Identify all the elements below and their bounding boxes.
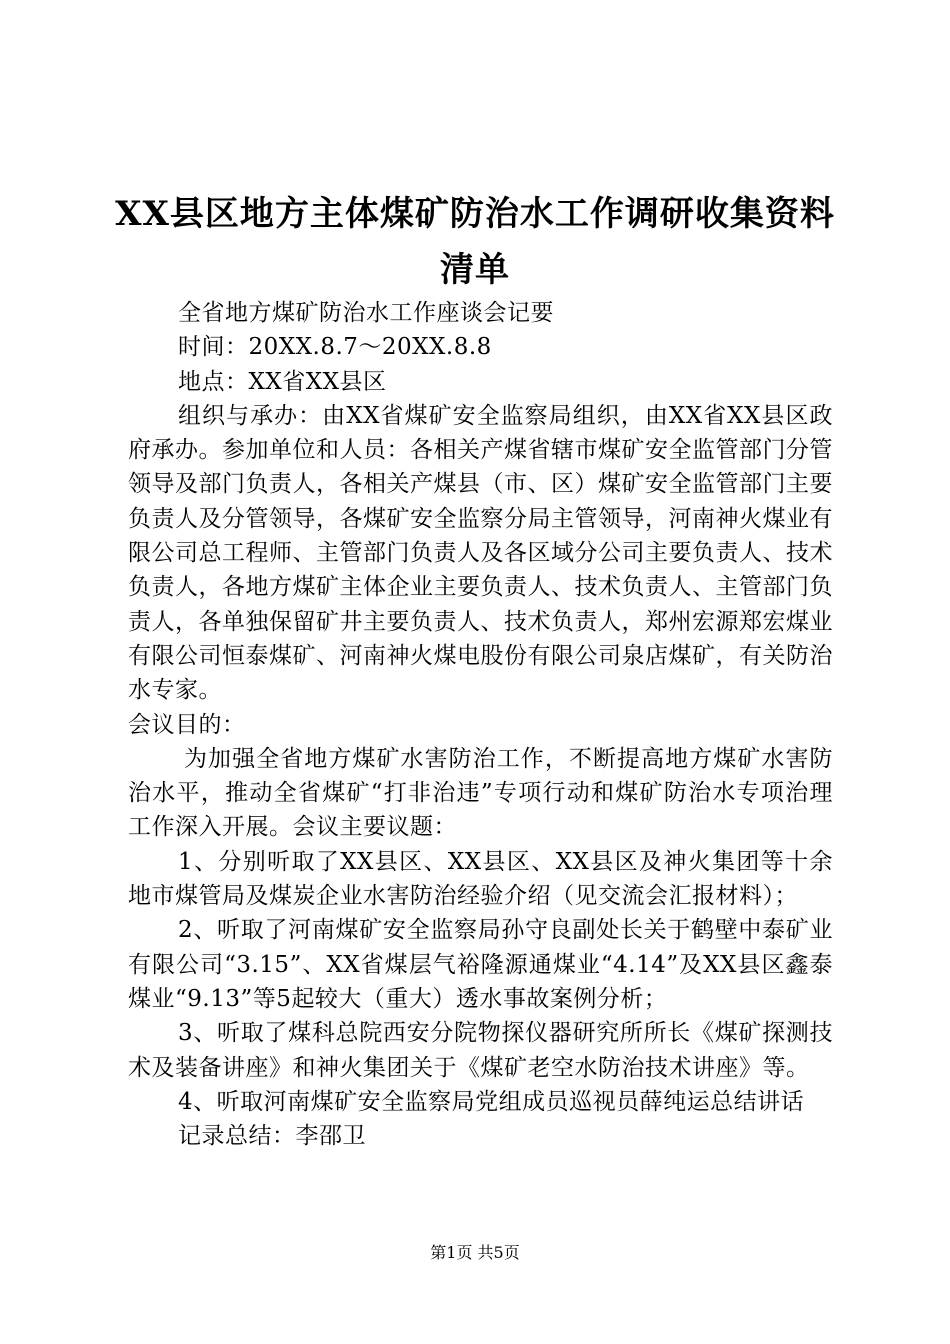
- paragraph-recorder: 记录总结：李邵卫: [178, 1123, 366, 1150]
- paragraph-item-1: 1、分别听取了XX县区、XX县区、XX县区及神火集团等十余地市煤管局及煤炭企业水害防治经验介绍（见交流会汇报材料）；: [128, 848, 833, 910]
- paragraph-purpose: 为加强全省地方煤矿水害防治工作，不断提高地方煤矿水害防治水平，推动全省煤矿“打非治违”专项行动和煤矿防治水专项治理工作深入开展。会议主要议题：: [128, 745, 833, 841]
- page-footer: 第1页 共5页: [430, 1243, 520, 1262]
- paragraph-item-3: 3、听取了煤科总院西安分院物探仪器研究所所长《煤矿探测技术及装备讲座》和神火集团关于《煤矿老空水防治技术讲座》等。: [128, 1020, 833, 1081]
- paragraph-organizers: 组织与承办：由XX省煤矿安全监察局组织，由XX省XX县区政府承办。参加单位和人员：各相关产煤省辖市煤矿安全监管部门分管领导及部门负责人，各相关产煤县（市、区）煤矿安全监管部门主要负责人及分管领导，各煤矿安全监察分局主管领导，河南神火煤业有限公司总工程师、主管部门负责人及各区域分公司主要负责人、技术负责人，各地方煤矿主体企业主要负责人、技术负责人、主管部门负责人，各单独保留矿井主要负责人、技术负责人，郑州宏源郑宏煤业有限公司恒泰煤矿、河南神火煤电股份有限公司泉店煤矿，有关防治水专家。: [128, 402, 833, 704]
- paragraph-meeting-name: 全省地方煤矿防治水工作座谈会记要: [178, 300, 554, 326]
- paragraph-item-4: 4、听取河南煤矿安全监察局党组成员巡视员薛纯运总结讲话: [178, 1088, 805, 1115]
- paragraph-time: 时间：20XX.8.7～20XX.8.8: [178, 334, 492, 361]
- document-title: XX县区地方主体煤矿防治水工作调研收集资料清单: [115, 194, 835, 290]
- paragraph-location: 地点：XX省XX县区: [178, 368, 387, 395]
- paragraph-purpose-heading: 会议目的：: [128, 711, 246, 738]
- document-body: [128, 296, 833, 1153]
- paragraph-item-2: 2、听取了河南煤矿安全监察局孙守良副处长关于鹤壁中泰矿业有限公司“3.15”、XX省煤层气裕隆源通煤业“4.14”及XX县区鑫泰煤业“9.13”等5起较大（重大）透水事故案例分析；: [128, 917, 833, 1012]
